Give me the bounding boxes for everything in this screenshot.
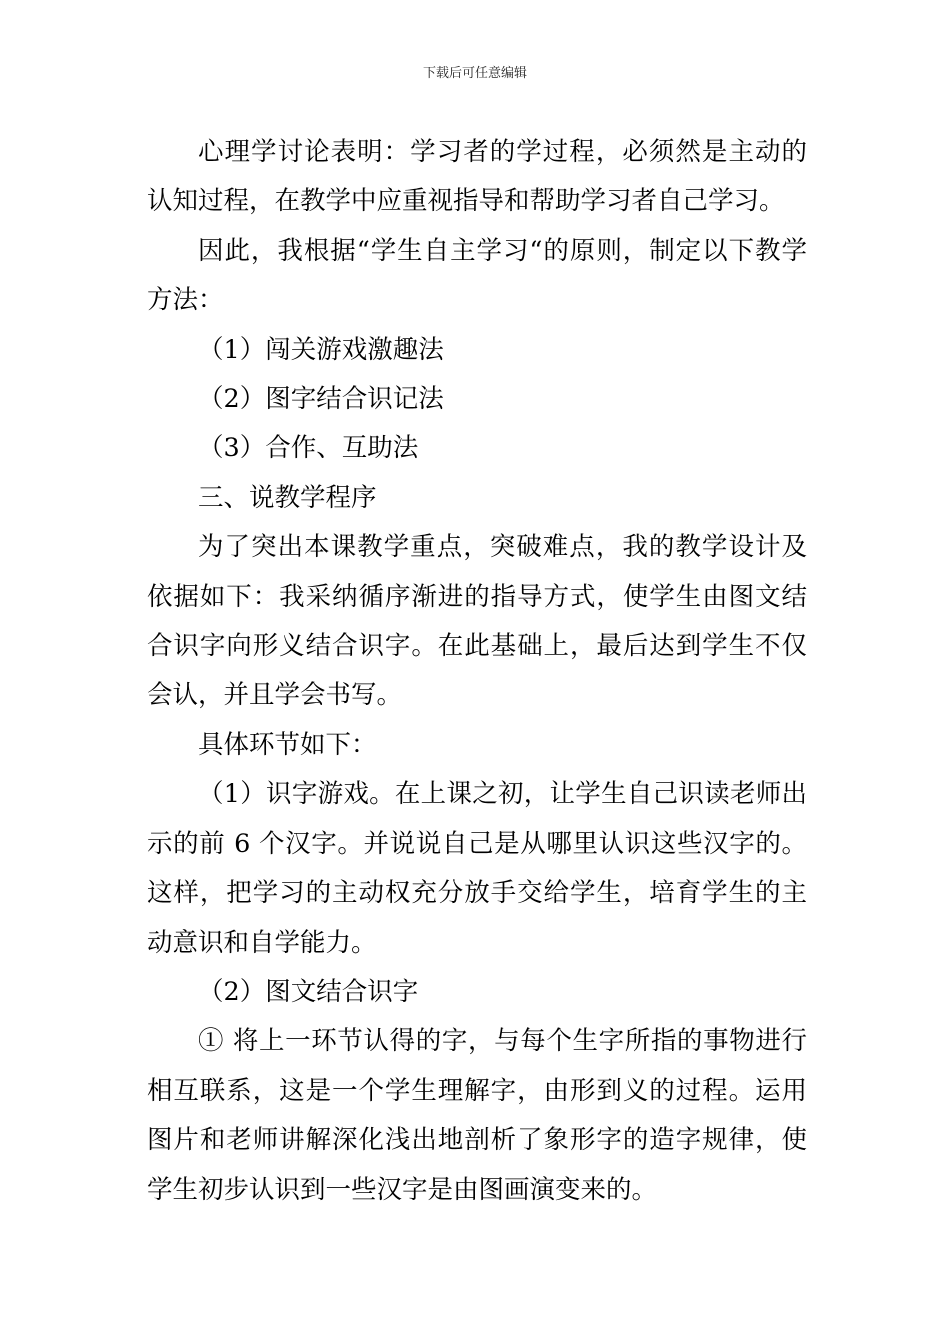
list-item-method-3: （3）合作、互助法 xyxy=(198,433,419,464)
page-header: 下载后可任意编辑 xyxy=(422,66,527,81)
list-item-step-2: （2）图文结合识字 xyxy=(198,976,419,1007)
list-item-method-2: （2）图字结合识记法 xyxy=(198,384,444,415)
list-item-method-1: （1）闯关游戏激趣法 xyxy=(198,334,444,365)
list-item-step-1: （1）识字游戏。在上课之初，让学生自己识读老师出示的前 6 个汉字。并说说自己是从哪里认识这些汉字的。这样，把学习的主动权充分放手交给学生，培育学生的主动意识和自学能力。 xyxy=(147,779,807,958)
paragraph-specific-steps: 具体环节如下： xyxy=(198,729,377,760)
paragraph-step-2-detail: ① 将上一环节认得的字，与每个生字所指的事物进行相互联系，这是一个学生理解字，由形到义的过程。运用图片和老师讲解深化浅出地剖析了象形字的造字规律，使学生初步认识到一些汉字是由图画演变来的。 xyxy=(147,1026,807,1205)
paragraph-teaching-design: 为了突出本课教学重点，突破难点，我的教学设计及依据如下：我采纳循序渐进的指导方式，使学生由图文结合识字向形义结合识字。在此基础上，最后达到学生不仅会认，并且学会书写。 xyxy=(147,532,807,711)
document-body xyxy=(147,128,807,1215)
paragraph-psychology-research: 心理学讨论表明：学习者的学过程，必须然是主动的认知过程，在教学中应重视指导和帮助学习者自己学习。 xyxy=(147,137,807,217)
paragraph-teaching-methods-intro: 因此，我根据“学生自主学习“的原则，制定以下教学方法： xyxy=(147,235,807,316)
section-heading-teaching-procedure: 三、说教学程序 xyxy=(198,482,377,513)
